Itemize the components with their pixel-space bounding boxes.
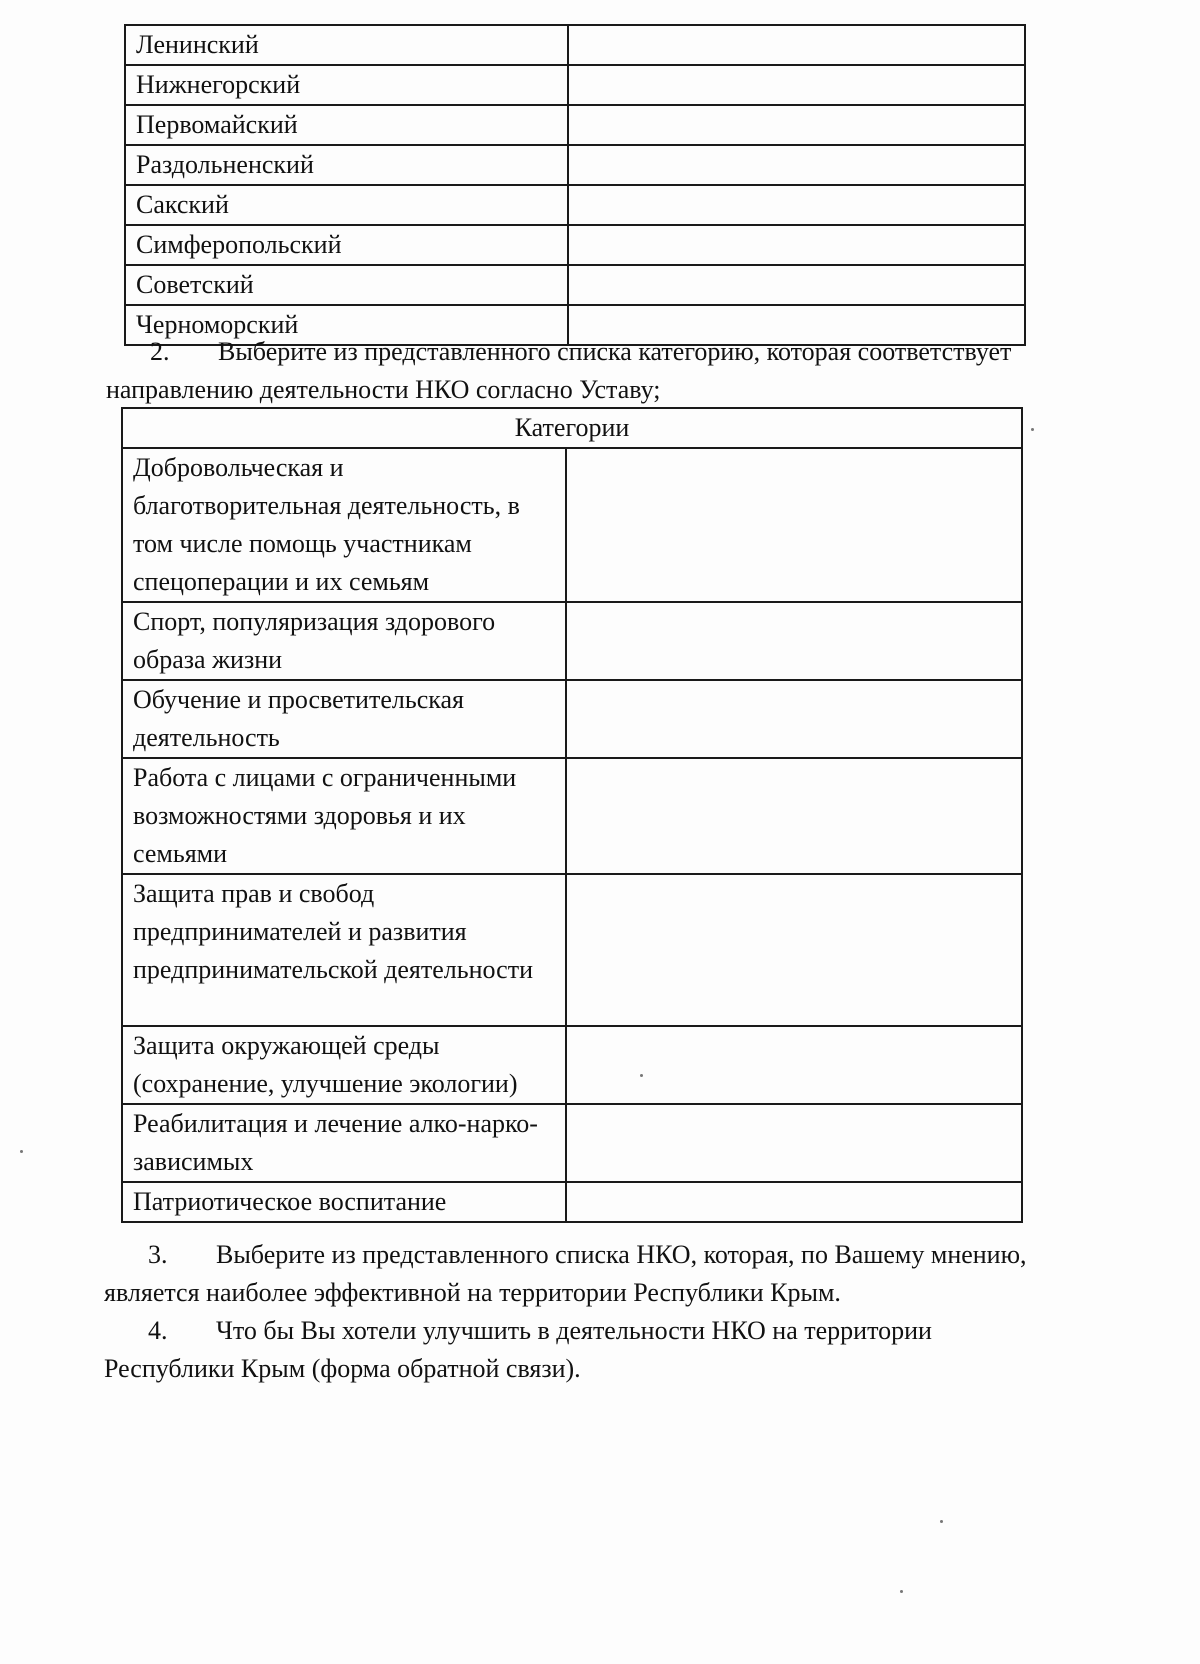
scan-speck (940, 1520, 943, 1523)
question-4 (104, 1312, 1114, 1388)
category-answer-cell[interactable] (566, 1104, 1022, 1182)
category-answer-cell[interactable] (566, 680, 1022, 758)
categories-table (121, 407, 1023, 1223)
question-2 (106, 333, 1106, 409)
category-name: Патриотическое воспитание (122, 1182, 566, 1222)
district-name: Первомайский (125, 105, 568, 145)
district-answer-cell[interactable] (568, 65, 1025, 105)
question-4-line-1 (104, 1312, 1114, 1350)
question-3 (104, 1236, 1114, 1312)
category-name: Реабилитация и лечение алко-нарко- зависимых (122, 1104, 566, 1182)
question-3-line-2: является наиболее эффективной на территории Республики Крым. (104, 1278, 841, 1307)
table-row (122, 1182, 1022, 1222)
district-answer-cell[interactable] (568, 145, 1025, 185)
category-answer-cell[interactable] (566, 1026, 1022, 1104)
category-name: Спорт, популяризация здорового образа жизни (122, 602, 566, 680)
category-name: Защита прав и свобод предпринимателей и развития предпринимательской деятельности (122, 874, 566, 1026)
table-row (122, 1104, 1022, 1182)
district-name: Нижнегорский (125, 65, 568, 105)
table-row (125, 145, 1025, 185)
district-name: Симферопольский (125, 225, 568, 265)
table-row (122, 602, 1022, 680)
table-row (125, 265, 1025, 305)
question-3-line-1 (104, 1236, 1114, 1274)
district-name: Советский (125, 265, 568, 305)
category-name: Защита окружающей среды (сохранение, улучшение экологии) (122, 1026, 566, 1104)
district-name: Черноморский (125, 305, 568, 345)
category-name: Добровольческая и благотворительная деятельность, в том числе помощь участникам спецоперации и их семьям (122, 448, 566, 602)
table-row (125, 65, 1025, 105)
district-name: Ленинский (125, 25, 568, 65)
table-row (122, 448, 1022, 602)
district-name: Сакский (125, 185, 568, 225)
district-answer-cell[interactable] (568, 25, 1025, 65)
district-name: Раздольненский (125, 145, 568, 185)
table-row (125, 185, 1025, 225)
category-answer-cell[interactable] (566, 874, 1022, 1026)
table-row (122, 1026, 1022, 1104)
table-row (125, 105, 1025, 145)
category-answer-cell[interactable] (566, 448, 1022, 602)
table-header-row (122, 408, 1022, 448)
table-row (122, 680, 1022, 758)
category-name: Обучение и просветительская деятельность (122, 680, 566, 758)
scan-speck (900, 1590, 903, 1593)
districts-table (124, 24, 1026, 346)
district-answer-cell[interactable] (568, 225, 1025, 265)
district-answer-cell[interactable] (568, 105, 1025, 145)
question-text: Выберите из представленного списка категорию, которая соответствует (218, 337, 1012, 366)
scan-speck (1031, 428, 1034, 431)
question-number: 4. (148, 1316, 168, 1345)
question-2-line-1 (106, 333, 1106, 371)
question-number: 3. (148, 1240, 168, 1269)
scan-speck (640, 1074, 643, 1077)
table-row (122, 758, 1022, 874)
question-4-line-2: Республики Крым (форма обратной связи). (104, 1354, 581, 1383)
district-answer-cell[interactable] (568, 265, 1025, 305)
category-answer-cell[interactable] (566, 1182, 1022, 1222)
question-text: Выберите из представленного списка НКО, которая, по Вашему мнению, (216, 1240, 1027, 1269)
table-row (125, 25, 1025, 65)
category-answer-cell[interactable] (566, 758, 1022, 874)
table-row (125, 225, 1025, 265)
question-number: 2. (150, 337, 170, 366)
scan-speck (20, 1150, 23, 1153)
table-row (122, 874, 1022, 1026)
category-answer-cell[interactable] (566, 602, 1022, 680)
categories-header: Категории (122, 408, 1022, 448)
question-2-line-2: направлению деятельности НКО согласно Уставу; (106, 375, 661, 404)
category-name: Работа с лицами с ограниченными возможностями здоровья и их семьями (122, 758, 566, 874)
district-answer-cell[interactable] (568, 185, 1025, 225)
question-text: Что бы Вы хотели улучшить в деятельности НКО на территории (216, 1316, 932, 1345)
